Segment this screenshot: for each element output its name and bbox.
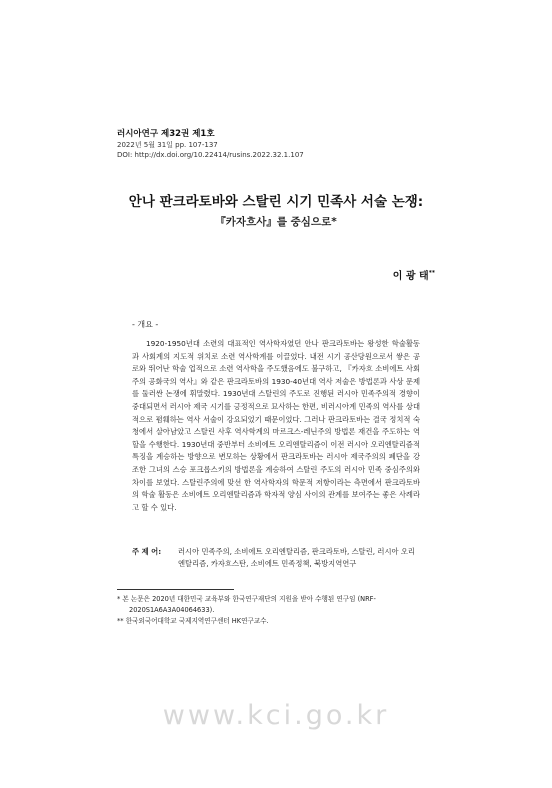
author-name-text: 이 광 태 bbox=[392, 271, 429, 282]
footnotes bbox=[117, 594, 435, 627]
doi-link[interactable]: DOI: http://dx.doi.org/10.22414/rusins.2022.32.1.107 bbox=[117, 151, 304, 159]
publication-date-pages: 2022년 5월 31일 pp. 107-137 bbox=[117, 141, 218, 149]
author-footnote-mark: ** bbox=[428, 269, 435, 277]
paper-subtitle: 『카자흐사』를 중심으로* bbox=[215, 216, 337, 228]
abstract-heading: - 개요 - bbox=[132, 320, 159, 329]
footnote-funding: * 본 논문은 2020년 대한민국 교육부와 한국연구재단의 지원을 받아 수행된 연구임 (NRF-2020S1A6A3A04064633). bbox=[117, 595, 376, 614]
keywords-list: 러시아 민족주의, 소비에트 오리엔탈리즘, 판크라토바, 스탈린, 러시아 오리엔탈리즘, 카자흐스탄, 소비에트 민족정책, 북방지역연구 bbox=[178, 547, 415, 568]
paper-title: 안나 판크라토바와 스탈린 시기 민족사 서술 논쟁: bbox=[128, 194, 424, 210]
abstract-text: 1920-1950년대 소련의 대표적인 역사학자였던 안나 판크라토바는 왕성한 학술활동과 사회계의 지도적 위치로 소련 역사학계를 이끌었다. 내전 시기 공산당원으로서 쌓은 공로와 뛰어난 학술 업적으로 소련 역사학을 주도했음에도 불구하고, 『카자흐 소비에트 사회주의 공화국의 역사』와 같은 판크라토바의 1930-40년대 역사 저술은 방법론과 사상 문제를 둘러싼 논쟁에 휘말렸다. 1930년대 스탈린의 주도로 진행된 러시아 민족주의적 경향이 중대되면서 러시아 제국 시기를 긍정적으로 묘사하는 한편, 비러시아계 민족의 역사를 상대적으로 폄훼하는 역사 서술이 강요되었기 때문이었다. 그러나 판크라토바는 결국 정치적 숙청에서 살아남았고 스탈린 사후 역사학계의 마르크스-레닌주의 방법론 재건을 주도하는 역할을 수행한다. 1930년대 중반부터 소비에트 오리엔탈리즘이 이전 러시아 오리엔탈리즘적 특징을 계승하는 방향으로 변모하는 상황에서 판크라토바는 러시아 제국주의의 폐단을 강조한 그녀의 스승 포크롭스키의 방법론을 계승하여 스탈린 주도의 러시아 민족 중심주의와 차이를 보였다. 스탈린주의에 맞선 한 역사학자의 학문적 저항이라는 측면에서 판크라토바의 학술 활동은 소비에트 오리엔탈리즘과 학자적 양심 사이의 관계를 보여주는 좋은 사례라고 할 수 있다. bbox=[132, 339, 420, 512]
author-name bbox=[393, 267, 435, 282]
keywords-label: 주 제 어: bbox=[132, 547, 164, 556]
footnote-affiliation: ** 한국외국어대학교 국제지역연구센터 HK연구교수. bbox=[117, 617, 269, 625]
footnote-divider bbox=[117, 589, 234, 590]
watermark: www.kci.go.kr bbox=[162, 700, 390, 731]
journal-header bbox=[117, 128, 304, 160]
keywords bbox=[132, 546, 420, 570]
journal-name: 러시아연구 제32권 제1호 bbox=[117, 129, 215, 139]
